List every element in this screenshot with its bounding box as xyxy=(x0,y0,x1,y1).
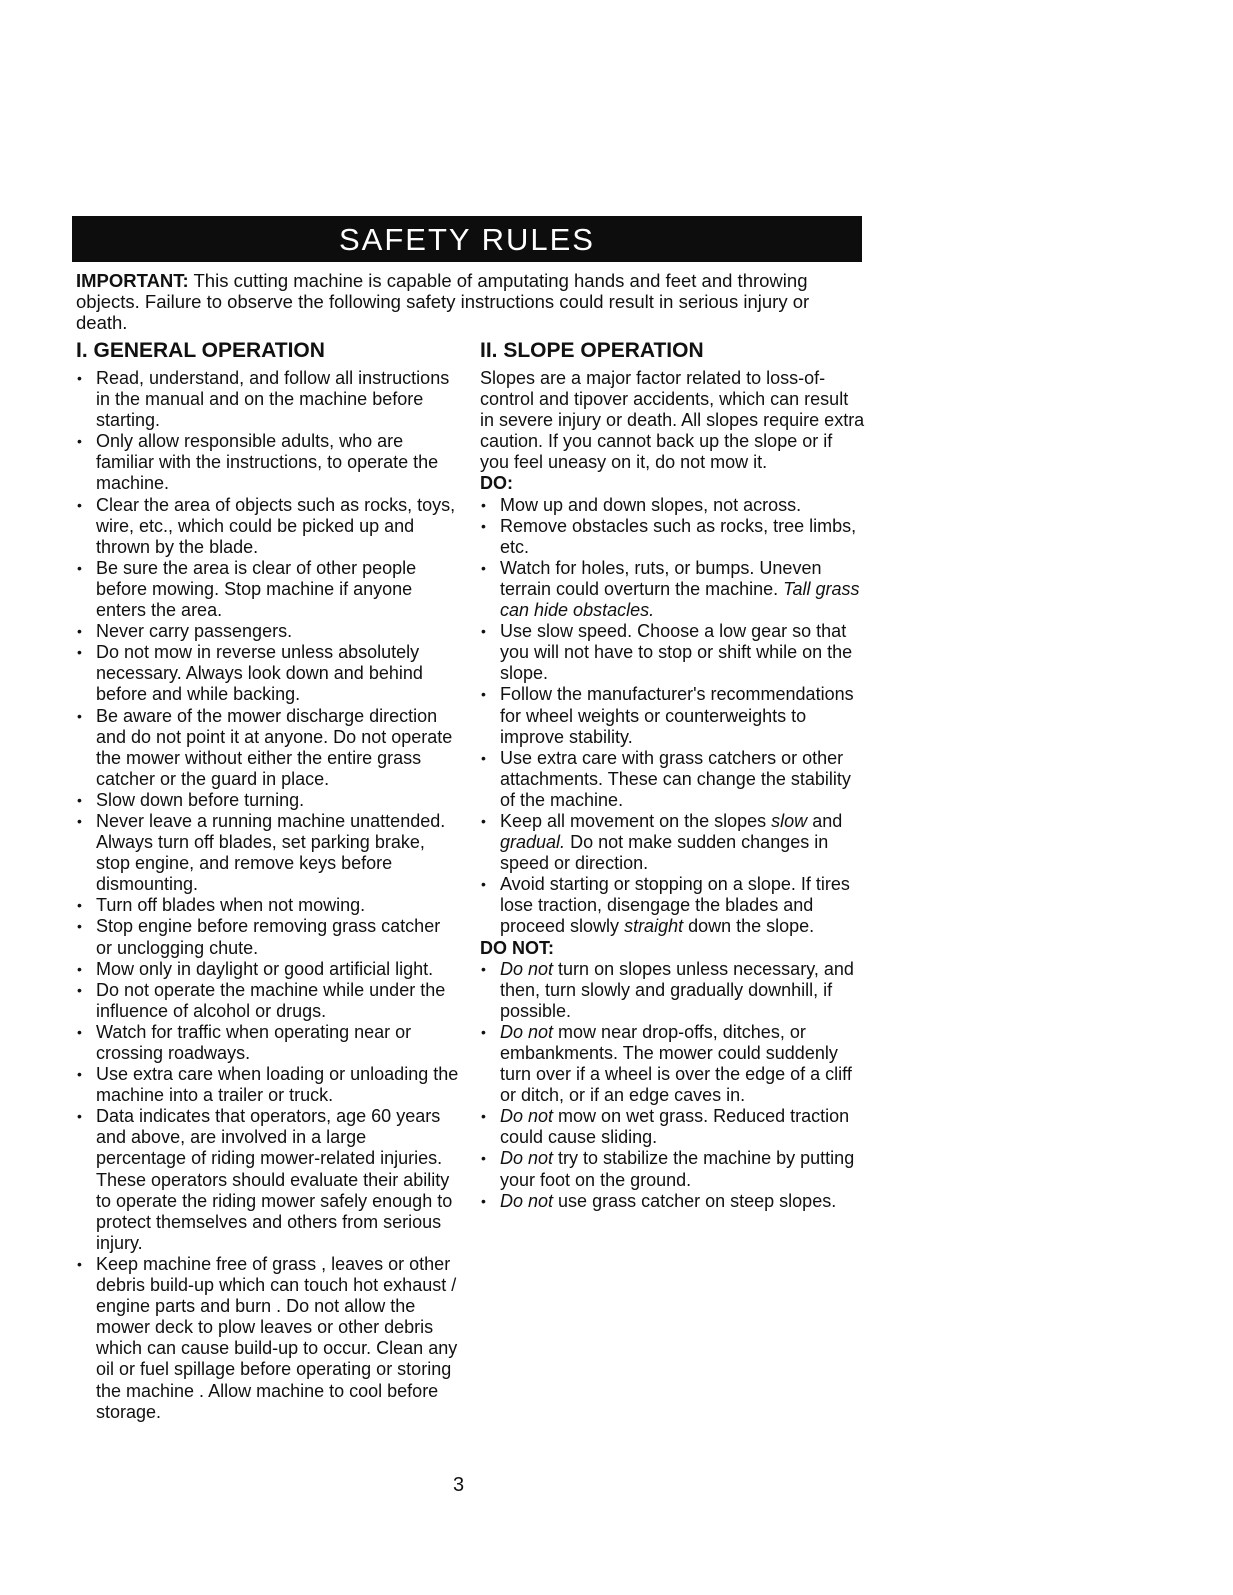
list-item xyxy=(480,1106,865,1148)
item-emphasis: straight xyxy=(624,916,684,937)
item-text: down the slope. xyxy=(683,916,815,937)
page-number: 3 xyxy=(453,1474,465,1496)
list-item: • Do not operate the machine while under the influence of alcohol or drugs. xyxy=(76,980,461,1022)
important-notice xyxy=(76,270,836,333)
item-emphasis: Do not xyxy=(500,958,554,979)
list-item: • Do not mow in reverse unless absolutely necessary. Always look down and behind before and while backing. xyxy=(76,642,461,705)
item-text: Watch for holes, ruts, or bumps. Uneven terrain could overturn the machine. xyxy=(500,557,822,599)
general-operation-column xyxy=(76,338,461,1423)
item-text: mow on wet grass. Reduced traction could cause sliding. xyxy=(500,1106,850,1148)
list-item: • Follow the manufacturer's recommendations for wheel weights or counterweights to improve stability. xyxy=(480,684,865,747)
page-title-banner: SAFETY RULES xyxy=(72,216,862,262)
list-item: • Watch for traffic when operating near or crossing roadways. xyxy=(76,1022,461,1064)
item-text: try to stabilize the machine by putting your foot on the ground. xyxy=(500,1148,855,1190)
item-emphasis: gradual. xyxy=(500,832,566,853)
item-text: turn on slopes unless necessary, and then, turn slowly and gradually downhill, if possible. xyxy=(500,958,854,1021)
slope-operation-heading: II. SLOPE OPERATION xyxy=(480,339,704,362)
do-not-label: DO NOT: xyxy=(480,937,554,958)
item-emphasis: slow xyxy=(771,810,808,831)
list-item xyxy=(480,1022,865,1106)
item-emphasis: Tall grass can hide obstacles. xyxy=(500,578,860,621)
general-operation-heading: I. GENERAL OPERATION xyxy=(76,339,325,362)
do-label: DO: xyxy=(480,473,513,494)
list-item: • Turn off blades when not mowing. xyxy=(76,895,461,916)
slope-operation-column xyxy=(480,338,865,1212)
list-item: • Clear the area of objects such as rocks, toys, wire, etc., which could be picked up and thrown by the blade. xyxy=(76,495,461,558)
list-item: • Slow down before turning. xyxy=(76,790,461,811)
item-text: Do not make sudden changes in speed or direction. xyxy=(500,832,829,874)
list-item: • Be aware of the mower discharge direction and do not point it at anyone. Do not operate the mower without either the entire grass catcher or the guard in place. xyxy=(76,706,461,790)
list-item xyxy=(480,558,865,621)
item-text: mow near drop-offs, ditches, or embankments. The mower could suddenly turn over if a wheel is over the edge of a cliff or ditch, or if an edge caves in. xyxy=(500,1021,852,1106)
item-text: Keep all movement on the slopes xyxy=(500,810,772,831)
important-label: IMPORTANT: xyxy=(76,270,189,291)
do-list xyxy=(480,495,865,938)
list-item: • Use slow speed. Choose a low gear so that you will not have to stop or shift while on the slope. xyxy=(480,621,865,684)
item-emphasis: Do not xyxy=(500,1021,554,1042)
item-emphasis: Do not xyxy=(500,1106,554,1127)
item-text: Avoid starting or stopping on a slope. If tires lose traction, disengage the blades and proceed slowly xyxy=(500,874,850,937)
list-item: • Read, understand, and follow all instructions in the manual and on the machine before starting. xyxy=(76,368,461,431)
list-item: • Remove obstacles such as rocks, tree limbs, etc. xyxy=(480,516,865,558)
list-item xyxy=(480,1191,865,1212)
do-not-list xyxy=(480,959,865,1212)
list-item: • Never carry passengers. xyxy=(76,621,461,642)
list-item: • Only allow responsible adults, who are familiar with the instructions, to operate the machine. xyxy=(76,431,461,494)
item-text: and xyxy=(807,810,843,831)
item-emphasis: Do not xyxy=(500,1190,554,1211)
list-item: • Data indicates that operators, age 60 years and above, are involved in a large percentage of riding mower-related injuries. These operators should evaluate their ability to operate the riding mower safely enough to protect themselves and others from serious injury. xyxy=(76,1106,461,1254)
list-item xyxy=(480,1148,865,1190)
list-item xyxy=(480,874,865,937)
list-item: • Be sure the area is clear of other people before mowing. Stop machine if anyone enters the area. xyxy=(76,558,461,621)
list-item: • Stop engine before removing grass catcher or unclogging chute. xyxy=(76,916,461,958)
item-text: use grass catcher on steep slopes. xyxy=(553,1190,837,1211)
important-text: This cutting machine is capable of amputating hands and feet and throwing objects. Failure to observe the following safety instructions could result in serious injury or death. xyxy=(76,270,810,333)
list-item: • Mow up and down slopes, not across. xyxy=(480,495,865,516)
list-item: • Keep machine free of grass , leaves or other debris build-up which can touch hot exhaust / engine parts and burn . Do not allow the mower deck to plow leaves or other debris which can cause build-up to occur. Clean any oil or fuel spillage before operating or storing the machine . Allow machine to cool before storage. xyxy=(76,1254,461,1423)
list-item: • Never leave a running machine unattended. Always turn off blades, set parking brake, stop engine, and remove keys before dismounting. xyxy=(76,811,461,895)
list-item: • Use extra care when loading or unloading the machine into a trailer or truck. xyxy=(76,1064,461,1106)
list-item: • Mow only in daylight or good artificial light. xyxy=(76,959,461,980)
general-operation-list xyxy=(76,368,461,1423)
list-item xyxy=(480,811,865,874)
slope-intro: Slopes are a major factor related to loss-of-control and tipover accidents, which can result in severe injury or death. All slopes require extra caution. If you cannot back up the slope or if you feel uneasy on it, do not mow it. xyxy=(480,368,865,473)
list-item xyxy=(480,959,865,1022)
item-emphasis: Do not xyxy=(500,1148,554,1169)
list-item: • Use extra care with grass catchers or other attachments. These can change the stability of the machine. xyxy=(480,748,865,811)
